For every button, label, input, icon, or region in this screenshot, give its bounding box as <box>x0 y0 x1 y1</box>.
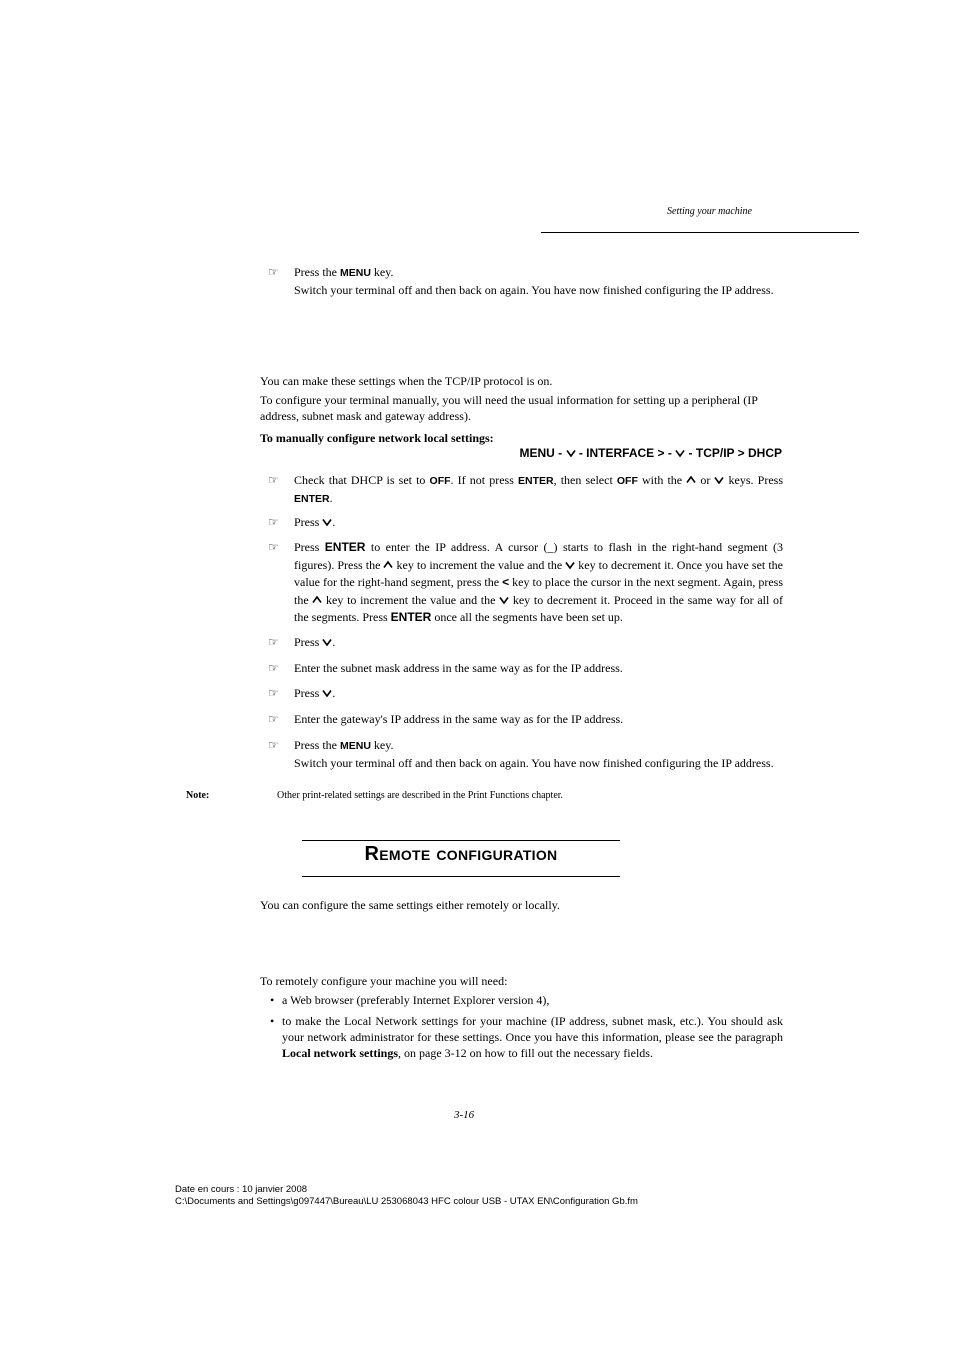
step-text: . If not press <box>450 473 518 487</box>
bullet-item <box>270 992 783 1008</box>
step-text: Press the <box>294 265 340 279</box>
step-text: . <box>332 515 336 529</box>
step-text: Press <box>294 686 323 700</box>
step-text: , then select <box>553 473 617 487</box>
up-arrow-key-icon <box>686 475 696 485</box>
menu-path-text: - INTERFACE > - <box>575 446 676 460</box>
remote-intro: You can configure the same settings either remotely or locally. <box>260 898 560 912</box>
bullet-text: to make the Local Network settings for your machine (IP address, subnet mask, etc.). You should ask your network administrator for these settings. Once you have this information, please see the paragraph <box>282 1014 783 1044</box>
step-text: . <box>332 635 336 649</box>
note-label: Note: <box>186 790 210 801</box>
step-enter-ip <box>268 539 783 627</box>
pointing-hand-icon: ☞ <box>268 738 279 752</box>
step-check-dhcp <box>268 472 783 507</box>
bullet-text: a Web browser (preferably Internet Explorer version 4), <box>282 993 550 1007</box>
step-text: once all the segments have been set up. <box>431 610 623 624</box>
step-text: Press <box>294 540 325 554</box>
left-key: < <box>502 575 510 589</box>
up-arrow-key-icon <box>312 595 322 605</box>
menu-key: MENU <box>340 740 371 752</box>
footer-path: C:\Documents and Settings\g097447\Bureau\LU 253068043 HFC colour USB - UTAX EN\Configuration Gb.fm <box>175 1196 638 1207</box>
menu-path-text: - TCP/IP > DHCP <box>685 446 782 460</box>
down-arrow-key-icon <box>714 475 724 485</box>
section-title: Remote configuration <box>364 843 558 865</box>
off-key: OFF <box>429 475 451 487</box>
step-press-down-1 <box>268 514 783 531</box>
step-text: key to increment the value and the <box>393 557 566 572</box>
down-arrow-key-icon <box>322 637 332 647</box>
pointing-hand-icon: ☞ <box>268 712 279 726</box>
down-arrow-key-icon <box>565 560 575 570</box>
enter-key: ENTER <box>294 492 330 505</box>
step-subnet-mask <box>268 660 783 677</box>
down-arrow-key-icon <box>322 517 332 527</box>
menu-path <box>440 446 782 461</box>
down-arrow-key-icon <box>322 688 332 698</box>
bullet-icon: • <box>270 993 275 1007</box>
step-text: key to place the cursor in the next segment. Again, press the <box>294 575 784 607</box>
pointing-hand-icon: ☞ <box>268 473 279 487</box>
step-text: key to decrement it. Once you have set the value for the right-hand segment, press the <box>294 557 783 589</box>
manual-intro-1: You can make these settings when the TCP/IP protocol is on. <box>260 374 553 388</box>
remote-need: To remotely configure your machine you will need: <box>260 974 508 988</box>
page-number: 3-16 <box>454 1109 475 1121</box>
footer-date: Date en cours : 10 janvier 2008 <box>175 1184 308 1195</box>
enter-key: ENTER <box>517 475 554 487</box>
step-text: Press <box>294 515 323 529</box>
step-text: Check that DHCP is set to <box>294 473 430 487</box>
note-text: Other print-related settings are described in the Print Functions chapter. <box>277 790 564 801</box>
bullet-item <box>270 1013 783 1061</box>
section-rule-bottom <box>302 876 620 877</box>
down-arrow-key-icon <box>499 595 509 605</box>
cross-reference: Local network settings <box>282 1046 398 1060</box>
step-text: Press the <box>294 738 340 752</box>
step-text: with the <box>637 473 687 487</box>
pointing-hand-icon: ☞ <box>268 635 279 649</box>
step-press-menu-top <box>268 264 783 298</box>
step-text: keys. Press <box>724 473 783 487</box>
step-text: or <box>696 473 715 487</box>
step-text: . <box>329 490 333 505</box>
pointing-hand-icon: ☞ <box>268 540 279 554</box>
menu-key: MENU <box>340 267 371 279</box>
step-text: Switch your terminal off and then back on again. You have now finished configuring the IP address. <box>294 282 774 297</box>
step-text: Enter the gateway's IP address in the same way as for the IP address. <box>294 712 624 726</box>
up-arrow-key-icon <box>383 560 393 570</box>
menu-path-text: MENU - <box>519 446 566 460</box>
step-text: . <box>332 686 336 700</box>
section-rule-top <box>302 840 620 841</box>
step-text: key. <box>370 265 394 279</box>
step-text: key to decrement it. Proceed in the same way for all of the segments. Press <box>294 592 783 624</box>
down-arrow-key-icon <box>566 448 576 458</box>
step-text: Press <box>294 635 323 649</box>
bullet-icon: • <box>270 1014 275 1028</box>
pointing-hand-icon: ☞ <box>268 686 279 700</box>
bullet-text: , on page 3-12 on how to fill out the necessary fields. <box>398 1046 653 1060</box>
pointing-hand-icon: ☞ <box>268 515 279 529</box>
step-press-down-3 <box>268 685 783 702</box>
off-key: OFF <box>616 475 638 487</box>
step-gateway <box>268 711 783 728</box>
step-text: key. <box>370 738 394 752</box>
header-rule <box>541 232 859 233</box>
manual-heading: To manually configure network local settings: <box>260 431 494 445</box>
step-press-menu-bottom <box>268 737 783 771</box>
down-arrow-key-icon <box>675 448 685 458</box>
running-header: Setting your machine <box>667 206 752 217</box>
pointing-hand-icon: ☞ <box>268 265 279 279</box>
enter-key: ENTER <box>324 540 366 554</box>
enter-key: ENTER <box>390 610 432 624</box>
manual-intro-2: To configure your terminal manually, you will need the usual information for setting up a peripheral (IP address, subnet mask and gateway address). <box>260 393 758 423</box>
step-text: Enter the subnet mask address in the same way as for the IP address. <box>294 661 623 675</box>
pointing-hand-icon: ☞ <box>268 661 279 675</box>
step-text: Switch your terminal off and then back on again. You have now finished configuring the IP address. <box>294 755 774 770</box>
step-press-down-2 <box>268 634 783 651</box>
step-text: to enter the IP address. A cursor (_) starts to flash in the right-hand segment (3 figures). Press the <box>294 540 783 572</box>
step-text: key to increment the value and the <box>322 592 500 607</box>
